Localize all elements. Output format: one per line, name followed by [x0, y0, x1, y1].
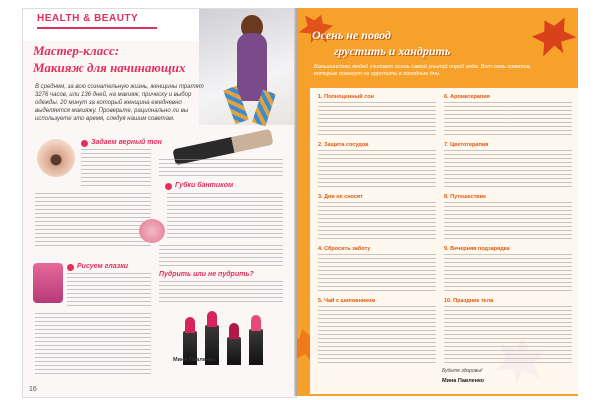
bullet-icon	[81, 140, 88, 147]
text-block	[81, 149, 151, 189]
text-block	[318, 306, 436, 366]
text-block	[318, 254, 436, 294]
bullet-icon	[165, 183, 172, 190]
text-block	[159, 159, 283, 177]
tip-heading: 3. Дни не сносят	[318, 194, 363, 200]
right-signature: Будьте здоровы!	[442, 368, 483, 374]
model-photo	[199, 9, 296, 125]
right-title-line-1: Осень не повод	[312, 28, 391, 42]
text-block	[167, 193, 283, 239]
left-page	[22, 8, 297, 398]
tip-heading: 7. Цветотерапия	[444, 142, 489, 148]
text-block	[318, 202, 436, 242]
tip-heading: 1. Полноценный сон	[318, 94, 374, 100]
text-block	[159, 245, 283, 267]
text-block	[444, 102, 572, 138]
lipsticks-photo	[173, 305, 283, 365]
lips-photo	[139, 219, 165, 243]
subhead-powder: Пудрить или не пудрить?	[159, 271, 254, 278]
tip-heading: 10. Праздник тела	[444, 298, 494, 304]
text-block	[444, 202, 572, 242]
right-author: Мина Павленко	[442, 378, 485, 384]
section-rule	[37, 27, 157, 29]
text-block	[444, 150, 572, 190]
tip-heading: 9. Вечерняя подзарядка	[444, 246, 510, 252]
text-block	[318, 102, 436, 138]
eye-photo	[37, 139, 75, 177]
page-number: 16	[29, 386, 37, 393]
tip-heading: 2. Защита сосудов	[318, 142, 369, 148]
text-block	[444, 254, 572, 294]
headline-line-2: Макияж для начинающих	[33, 60, 186, 75]
subhead-eyes: Рисуем глазки	[77, 263, 129, 270]
subhead-tone: Задаем верный тон	[91, 139, 162, 146]
intro-paragraph: В среднем, за всю сознательную жизнь, женщины тратят 3276 часов, или 136 дней, на макияж, прическу и выбор одежды. 20 минут за который женщина ежедневно выделяется макияжу. Проверьте, рационально ли вы используете это время, следуя нашим советам.	[35, 84, 204, 122]
right-title-line-2: грустить и хандрить	[334, 44, 451, 58]
author-name: Мина Павленко	[173, 357, 216, 363]
text-block	[35, 193, 151, 249]
text-block	[159, 281, 283, 303]
tip-heading: 5. Чай с шиповником	[318, 298, 376, 304]
magazine-spread	[22, 8, 578, 396]
subhead-lips: Губки бантиком	[175, 182, 234, 189]
headline-line-1: Мастер-класс:	[33, 43, 120, 58]
tip-heading: 8. Путешествие	[444, 194, 487, 200]
section-label: HEALTH & BEAUTY	[37, 13, 139, 24]
text-block	[35, 313, 151, 375]
text-block	[318, 150, 436, 190]
tip-heading: 6. Ароматерапия	[444, 94, 490, 100]
text-block	[444, 306, 572, 364]
bullet-icon	[67, 264, 74, 271]
right-intro: Большинство людей считает осень самой унылой порой года. Вот семь советов, которые помогут не грустить в холодные дни.	[314, 64, 531, 77]
text-block	[67, 273, 151, 309]
tip-heading: 4. Сбросить заботу	[318, 246, 371, 252]
eyeshadow-palette-photo	[33, 263, 63, 303]
maple-leaf-icon	[528, 11, 578, 63]
